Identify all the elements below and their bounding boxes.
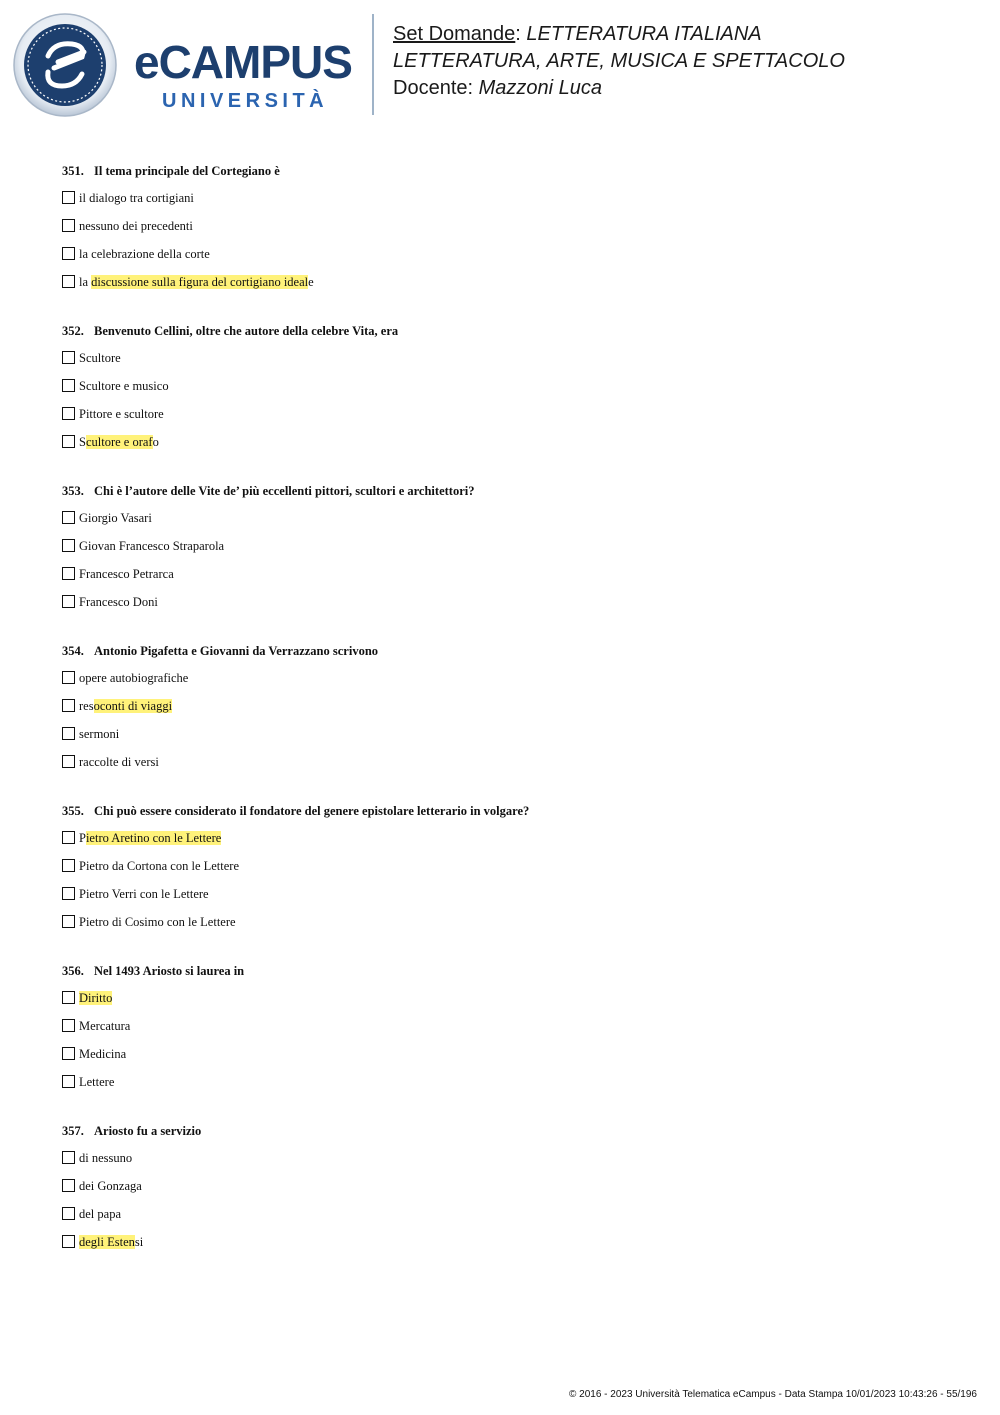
answer-option[interactable] xyxy=(62,914,962,942)
checkbox-icon[interactable] xyxy=(62,247,75,260)
answer-option[interactable] xyxy=(62,350,962,378)
checkbox-icon[interactable] xyxy=(62,1019,75,1032)
answer-option[interactable] xyxy=(62,190,962,218)
checkbox-icon[interactable] xyxy=(62,511,75,524)
checkbox-icon[interactable] xyxy=(62,351,75,364)
option-text-post: e xyxy=(308,275,314,289)
subject-line xyxy=(393,48,845,75)
option-text-pre: Pietro Verri con le Lettere xyxy=(79,887,209,901)
question-number: 352. xyxy=(62,324,84,338)
answer-option[interactable] xyxy=(62,1206,962,1234)
logo-word: eCAMPUS xyxy=(134,36,352,88)
checkbox-icon[interactable] xyxy=(62,275,75,288)
answer-option[interactable] xyxy=(62,858,962,886)
option-text-pre: raccolte di versi xyxy=(79,755,159,769)
option-text-pre: Pittore e scultore xyxy=(79,407,164,421)
option-text xyxy=(79,670,188,686)
question-title xyxy=(62,803,962,819)
option-text-pre: la xyxy=(79,275,92,289)
question-block xyxy=(62,803,962,942)
checkbox-icon[interactable] xyxy=(62,407,75,420)
option-text-pre: opere autobiografiche xyxy=(79,671,189,685)
option-text xyxy=(79,434,159,450)
option-text xyxy=(79,1018,130,1034)
checkbox-icon[interactable] xyxy=(62,699,75,712)
question-title xyxy=(62,483,962,499)
checkbox-icon[interactable] xyxy=(62,1235,75,1248)
option-text xyxy=(79,510,152,526)
option-text-pre: Medicina xyxy=(79,1047,127,1061)
option-text xyxy=(79,858,239,874)
question-block xyxy=(62,1123,962,1262)
option-text-pre: del papa xyxy=(79,1207,121,1221)
question-text: Benvenuto Cellini, oltre che autore della celebre Vita, era xyxy=(94,324,399,338)
option-text-pre: Scultore xyxy=(79,351,121,365)
option-text xyxy=(79,1150,132,1166)
highlighted-answer-text: cultore e oraf xyxy=(85,435,153,449)
answer-option[interactable] xyxy=(62,594,962,622)
option-text xyxy=(79,246,210,262)
option-text-pre: Lettere xyxy=(79,1075,115,1089)
checkbox-icon[interactable] xyxy=(62,1179,75,1192)
answer-option[interactable] xyxy=(62,274,962,302)
highlighted-answer-text: ietro Aretino con le Lettere xyxy=(85,831,222,845)
ecampus-emblem-icon xyxy=(14,14,116,116)
option-text xyxy=(79,914,236,930)
option-text-pre: res xyxy=(79,699,94,713)
question-text: Il tema principale del Cortegiano è xyxy=(94,164,280,178)
question-number: 354. xyxy=(62,644,84,658)
option-text xyxy=(79,1234,143,1250)
question-title xyxy=(62,163,962,179)
option-text-pre: la celebrazione della corte xyxy=(79,247,210,261)
question-block xyxy=(62,163,962,302)
option-text-pre: di nessuno xyxy=(79,1151,133,1165)
option-text xyxy=(79,830,221,846)
checkbox-icon[interactable] xyxy=(62,1047,75,1060)
option-text-pre: Francesco Doni xyxy=(79,595,158,609)
option-text-pre: Mercatura xyxy=(79,1019,131,1033)
question-block xyxy=(62,483,962,622)
question-text: Ariosto fu a servizio xyxy=(94,1124,202,1138)
option-text xyxy=(79,698,172,714)
set-line xyxy=(393,21,845,48)
question-title xyxy=(62,963,962,979)
answer-option[interactable] xyxy=(62,830,962,858)
option-text xyxy=(79,1178,142,1194)
checkbox-icon[interactable] xyxy=(62,727,75,740)
question-title xyxy=(62,643,962,659)
set-separator: : xyxy=(515,23,527,45)
question-list xyxy=(62,163,962,1283)
question-title xyxy=(62,323,962,339)
answer-option[interactable] xyxy=(62,698,962,726)
option-text-post: si xyxy=(134,1235,144,1249)
question-number: 356. xyxy=(62,964,84,978)
option-text-pre: Scultore e musico xyxy=(79,379,169,393)
checkbox-icon[interactable] xyxy=(62,859,75,872)
question-title xyxy=(62,1123,962,1139)
question-block xyxy=(62,643,962,782)
page-footer: © 2016 - 2023 Università Telematica eCampus - Data Stampa 10/01/2023 10:43:26 - 55/196 xyxy=(569,1389,977,1400)
checkbox-icon[interactable] xyxy=(62,435,75,448)
answer-option[interactable] xyxy=(62,1178,962,1206)
answer-option[interactable] xyxy=(62,378,962,406)
option-text xyxy=(79,726,119,742)
set-label: Set Domande xyxy=(393,23,516,45)
answer-option[interactable] xyxy=(62,510,962,538)
option-text xyxy=(79,990,112,1006)
option-text-pre: il dialogo tra cortigiani xyxy=(79,191,194,205)
checkbox-icon[interactable] xyxy=(62,595,75,608)
checkbox-icon[interactable] xyxy=(62,1207,75,1220)
question-number: 357. xyxy=(62,1124,84,1138)
option-text xyxy=(79,190,194,206)
option-text-pre: Giorgio Vasari xyxy=(79,511,152,525)
option-text-pre: Giovan Francesco Straparola xyxy=(79,539,225,553)
question-text: Chi è l’autore delle Vite de’ più eccellenti pittori, scultori e architettori? xyxy=(94,484,475,498)
option-text xyxy=(79,886,209,902)
option-text xyxy=(79,1206,121,1222)
answer-option[interactable] xyxy=(62,754,962,782)
teacher-line xyxy=(393,75,845,102)
option-text xyxy=(79,218,193,234)
checkbox-icon[interactable] xyxy=(62,379,75,392)
option-text xyxy=(79,1046,126,1062)
checkbox-icon[interactable] xyxy=(62,671,75,684)
subject: LETTERATURA, ARTE, MUSICA E SPETTACOLO xyxy=(393,50,845,72)
option-text-pre: S xyxy=(79,435,86,449)
checkbox-icon[interactable] xyxy=(62,1075,75,1088)
answer-option[interactable] xyxy=(62,566,962,594)
option-text-pre: Pietro da Cortona con le Lettere xyxy=(79,859,240,873)
option-text-post: o xyxy=(152,435,159,449)
checkbox-icon[interactable] xyxy=(62,831,75,844)
answer-option[interactable] xyxy=(62,1234,962,1262)
option-text-pre: sermoni xyxy=(79,727,120,741)
checkbox-icon[interactable] xyxy=(62,1151,75,1164)
ecampus-logo xyxy=(12,12,357,118)
logo-subtitle: UNIVERSITÀ xyxy=(162,90,329,112)
option-text xyxy=(79,350,121,366)
question-number: 355. xyxy=(62,804,84,818)
question-text: Chi può essere considerato il fondatore del genere epistolare letterario in volgare? xyxy=(94,804,530,818)
highlighted-answer-text: oconti di viaggi xyxy=(93,699,173,713)
set-title: LETTERATURA ITALIANA xyxy=(526,23,762,45)
option-text-pre: Francesco Petrarca xyxy=(79,567,174,581)
page-header xyxy=(0,0,1000,130)
answer-option[interactable] xyxy=(62,1150,962,1178)
checkbox-icon[interactable] xyxy=(62,915,75,928)
option-text-pre: Pietro di Cosimo con le Lettere xyxy=(79,915,236,929)
answer-option[interactable] xyxy=(62,1018,962,1046)
option-text xyxy=(79,1074,114,1090)
option-text xyxy=(79,754,159,770)
checkbox-icon[interactable] xyxy=(62,539,75,552)
highlighted-answer-text: degli Esten xyxy=(79,1235,135,1249)
teacher-name: Mazzoni Luca xyxy=(478,77,603,99)
checkbox-icon[interactable] xyxy=(62,755,75,768)
answer-option[interactable] xyxy=(62,670,962,698)
answer-option[interactable] xyxy=(62,406,962,434)
option-text xyxy=(79,274,314,290)
option-text-pre: dei Gonzaga xyxy=(79,1179,142,1193)
checkbox-icon[interactable] xyxy=(62,191,75,204)
checkbox-icon[interactable] xyxy=(62,887,75,900)
answer-option[interactable] xyxy=(62,1046,962,1074)
answer-option[interactable] xyxy=(62,1074,962,1102)
question-block xyxy=(62,323,962,462)
answer-option[interactable] xyxy=(62,886,962,914)
option-text xyxy=(79,566,174,582)
checkbox-icon[interactable] xyxy=(62,567,75,580)
header-info xyxy=(393,21,845,102)
question-block xyxy=(62,963,962,1102)
checkbox-icon[interactable] xyxy=(62,991,75,1004)
header-divider xyxy=(372,14,374,115)
teacher-label: Docente: xyxy=(393,77,479,99)
answer-option[interactable] xyxy=(62,434,962,462)
checkbox-icon[interactable] xyxy=(62,219,75,232)
option-text xyxy=(79,594,158,610)
option-text xyxy=(79,406,164,422)
option-text-pre: nessuno dei precedenti xyxy=(79,219,193,233)
answer-option[interactable] xyxy=(62,990,962,1018)
answer-option[interactable] xyxy=(62,218,962,246)
question-number: 351. xyxy=(62,164,84,178)
highlighted-answer-text: discussione sulla figura del cortigiano ideal xyxy=(91,275,309,289)
option-text xyxy=(79,378,169,394)
answer-option[interactable] xyxy=(62,726,962,754)
question-text: Nel 1493 Ariosto si laurea in xyxy=(94,964,245,978)
answer-option[interactable] xyxy=(62,538,962,566)
option-text-pre: P xyxy=(79,831,86,845)
highlighted-answer-text: Diritto xyxy=(79,991,113,1005)
option-text xyxy=(79,538,224,554)
answer-option[interactable] xyxy=(62,246,962,274)
question-text: Antonio Pigafetta e Giovanni da Verrazzano scrivono xyxy=(94,644,379,658)
question-number: 353. xyxy=(62,484,84,498)
